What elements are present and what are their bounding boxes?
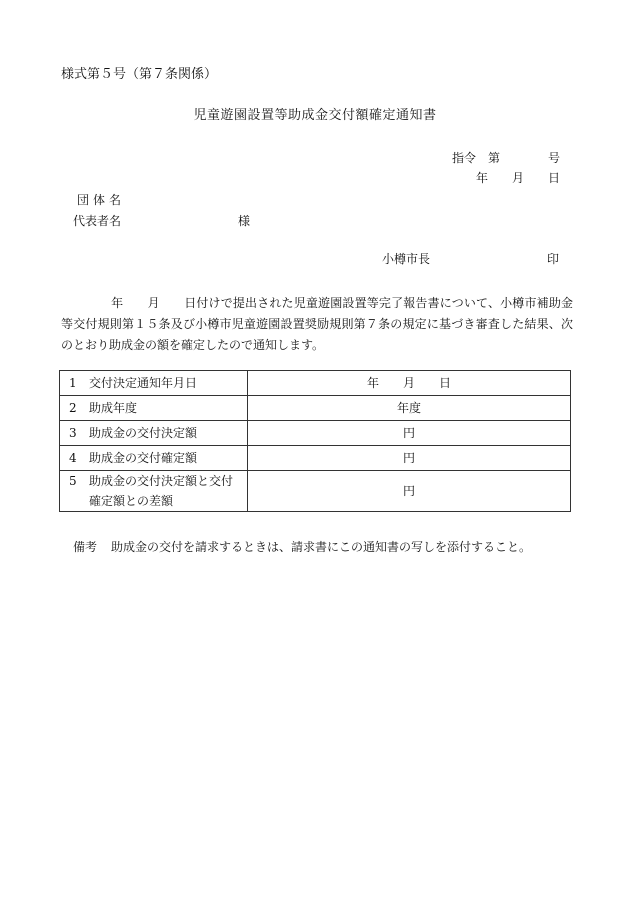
row-value: 年度 — [396, 400, 421, 415]
table-row — [60, 421, 571, 446]
row-label: 助成年度 — [89, 400, 138, 415]
remarks-line — [73, 540, 531, 554]
row-number: 3 — [69, 425, 77, 440]
notice-body-paragraph — [61, 293, 573, 356]
sender-mayor: 小樽市長 — [382, 252, 431, 266]
row-number: 4 — [69, 450, 77, 465]
document-title: 児童遊園設置等助成金交付額確定通知書 — [193, 108, 437, 123]
amount-summary-table — [59, 370, 571, 512]
honorific-suffix: 様 — [238, 214, 251, 228]
row-value: 円 — [402, 450, 415, 465]
row-label: 助成金の交付確定額 — [89, 450, 198, 465]
row-value-cell — [248, 471, 571, 512]
form-number: 様式第５号（第７条関係） — [61, 67, 218, 82]
row-value: 円 — [402, 425, 415, 440]
row-value-cell — [248, 446, 571, 471]
representative-name-label: 代表者名 — [73, 214, 122, 228]
seal-mark: 印 — [547, 252, 560, 266]
row-value-cell — [248, 396, 571, 421]
row-label-cell — [60, 396, 248, 421]
organization-name-label: 団体名 — [77, 193, 126, 207]
reference-number-line: 指令 第 号 — [451, 151, 560, 165]
row-label-cell — [60, 421, 248, 446]
row-value: 円 — [402, 483, 415, 498]
remarks-text: 助成金の交付を請求するときは、請求書にこの通知書の写しを添付すること。 — [111, 540, 532, 554]
row-label: 助成金の交付決定額と交付確定額との差額 — [89, 474, 234, 508]
row-number: 2 — [69, 400, 77, 415]
notice-body-text: 年 月 日付けで提出された児童遊園設置等完了報告書について、小樽市補助金等交付規則第１５条及び小樽市児童遊園設置奨励規則第７条の規定に基づき審査した結果、次のとおり助成金の額を確定したので通知します。 — [61, 296, 573, 352]
row-number: 5 — [69, 474, 77, 488]
row-label-cell — [60, 446, 248, 471]
table-row — [60, 396, 571, 421]
row-value-cell — [248, 371, 571, 396]
row-number: 1 — [69, 375, 77, 390]
row-value: 年 月 日 — [366, 375, 451, 390]
row-label: 助成金の交付決定額 — [89, 425, 198, 440]
row-label-cell — [60, 471, 248, 512]
table-row — [60, 446, 571, 471]
row-label: 交付決定通知年月日 — [89, 375, 198, 390]
row-label-cell — [60, 371, 248, 396]
remarks-label: 備考 — [73, 540, 98, 554]
table-row — [60, 371, 571, 396]
issue-date-line: 年 月 日 — [475, 171, 560, 185]
table-row — [60, 471, 571, 512]
row-value-cell — [248, 421, 571, 446]
